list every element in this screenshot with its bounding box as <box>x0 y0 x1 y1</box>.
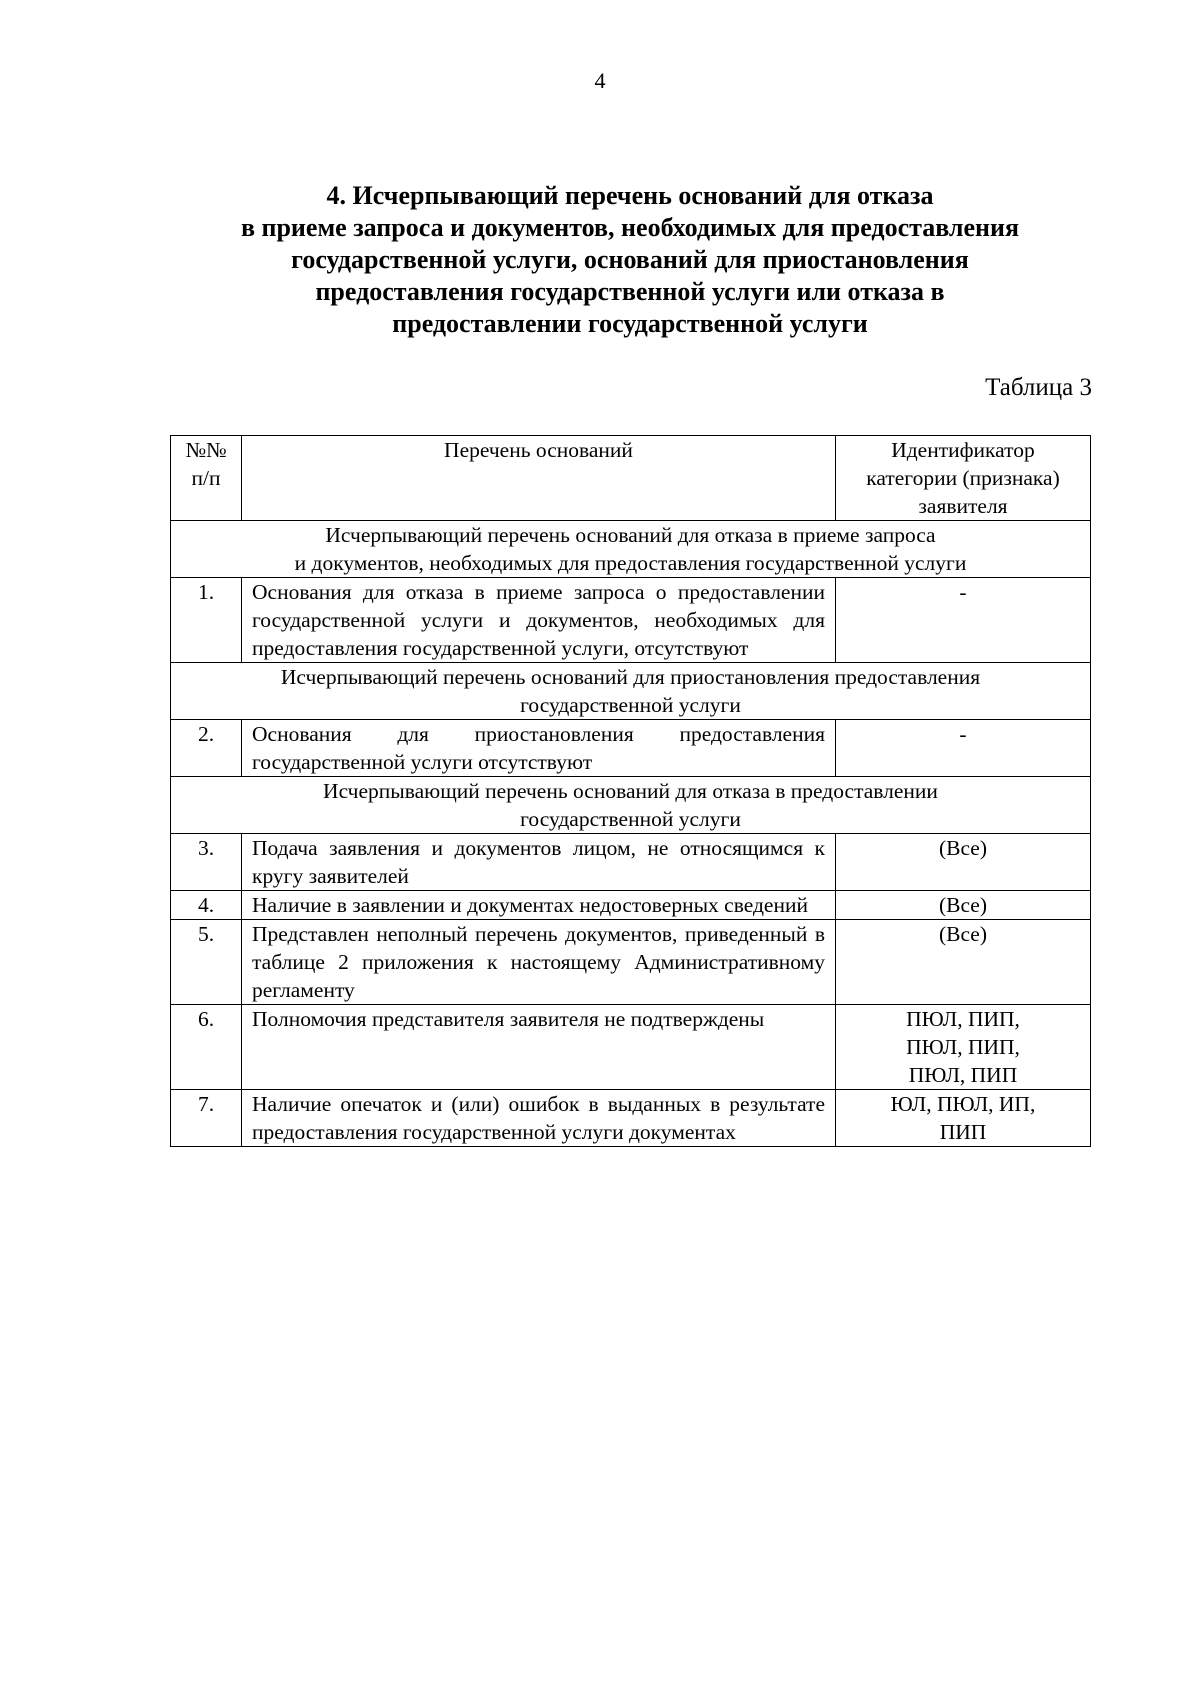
table-row <box>171 578 1091 663</box>
column-header-identifier <box>836 436 1091 521</box>
section-row <box>171 521 1091 578</box>
row-identifier <box>836 720 1091 777</box>
section-title <box>171 521 1091 578</box>
heading-line: государственной услуги, оснований для приостановления <box>291 245 969 274</box>
heading-line: в приеме запроса и документов, необходимых для предоставления <box>240 213 1020 242</box>
section-row <box>171 777 1091 834</box>
row-number: 2. <box>171 720 242 777</box>
identifier-text: ПЮЛ, ПИП <box>908 1063 1018 1087</box>
heading-line: предоставления государственной услуги или отказа в <box>315 277 945 306</box>
row-reason: Наличие в заявлении и документах недостоверных сведений <box>242 891 836 920</box>
row-identifier <box>836 578 1091 663</box>
section-row <box>171 663 1091 720</box>
row-reason: Основания для отказа в приеме запроса о предоставлении государственной услуги и документов, необходимых для предоставления государственной услуги, отсутствуют <box>242 578 836 663</box>
column-header-number <box>171 436 242 521</box>
row-identifier <box>836 1090 1091 1147</box>
row-reason: Наличие опечаток и (или) ошибок в выданных в результате предоставления государственной услуги документах <box>242 1090 836 1147</box>
identifier-text: ПЮЛ, ПИП, <box>906 1007 1020 1031</box>
table-row <box>171 720 1091 777</box>
identifier-text: (Все) <box>938 922 987 946</box>
identifier-text: - <box>959 580 967 604</box>
table-header-row <box>171 436 1091 521</box>
row-number: 3. <box>171 834 242 891</box>
row-reason: Представлен неполный перечень документов, приведенный в таблице 2 приложения к настоящему Административному регламенту <box>242 920 836 1005</box>
heading-line: предоставлении государственной услуги <box>392 309 868 338</box>
reasons-table <box>170 435 1091 1147</box>
section-title <box>171 777 1091 834</box>
section-title-line: Исчерпывающий перечень оснований для отказа в предоставлении <box>323 779 938 803</box>
row-number: 5. <box>171 920 242 1005</box>
row-reason: Подача заявления и документов лицом, не относящимся к кругу заявителей <box>242 834 836 891</box>
table-caption: Таблица 3 <box>985 374 1092 401</box>
header-text: №№ <box>185 438 227 462</box>
page-number: 4 <box>594 68 606 93</box>
header-text: заявителя <box>918 494 1008 518</box>
column-header-reasons: Перечень оснований <box>242 436 836 521</box>
row-identifier <box>836 891 1091 920</box>
heading-line: 4. Исчерпывающий перечень оснований для отказа <box>326 181 934 210</box>
section-title-line: Исчерпывающий перечень оснований для отказа в приеме запроса <box>325 523 936 547</box>
header-text: Идентификатор <box>891 438 1035 462</box>
identifier-text: (Все) <box>938 836 987 860</box>
table-row <box>171 1090 1091 1147</box>
header-text: категории (признака) <box>866 466 1060 490</box>
section-title-line: государственной услуги <box>520 807 741 831</box>
row-number: 4. <box>171 891 242 920</box>
section-title-line: Исчерпывающий перечень оснований для приостановления предоставления <box>280 665 981 689</box>
identifier-text: (Все) <box>938 893 987 917</box>
row-identifier <box>836 920 1091 1005</box>
identifier-text: ЮЛ, ПЮЛ, ИП, <box>890 1092 1036 1116</box>
row-number: 7. <box>171 1090 242 1147</box>
row-reason: Основания для приостановления предоставления государственной услуги отсутствуют <box>242 720 836 777</box>
row-number: 6. <box>171 1005 242 1090</box>
section-heading <box>150 180 1110 340</box>
section-title-line: государственной услуги <box>520 693 741 717</box>
identifier-text: - <box>959 722 967 746</box>
table-row <box>171 834 1091 891</box>
section-title-line: и документов, необходимых для предоставления государственной услуги <box>294 551 967 575</box>
table-row <box>171 891 1091 920</box>
row-identifier <box>836 834 1091 891</box>
header-text: п/п <box>191 466 221 490</box>
table-row <box>171 1005 1091 1090</box>
identifier-text: ПИП <box>939 1120 987 1144</box>
table-row <box>171 920 1091 1005</box>
row-identifier <box>836 1005 1091 1090</box>
row-reason: Полномочия представителя заявителя не подтверждены <box>242 1005 836 1090</box>
identifier-text: ПЮЛ, ПИП, <box>906 1035 1020 1059</box>
section-title <box>171 663 1091 720</box>
row-number: 1. <box>171 578 242 663</box>
